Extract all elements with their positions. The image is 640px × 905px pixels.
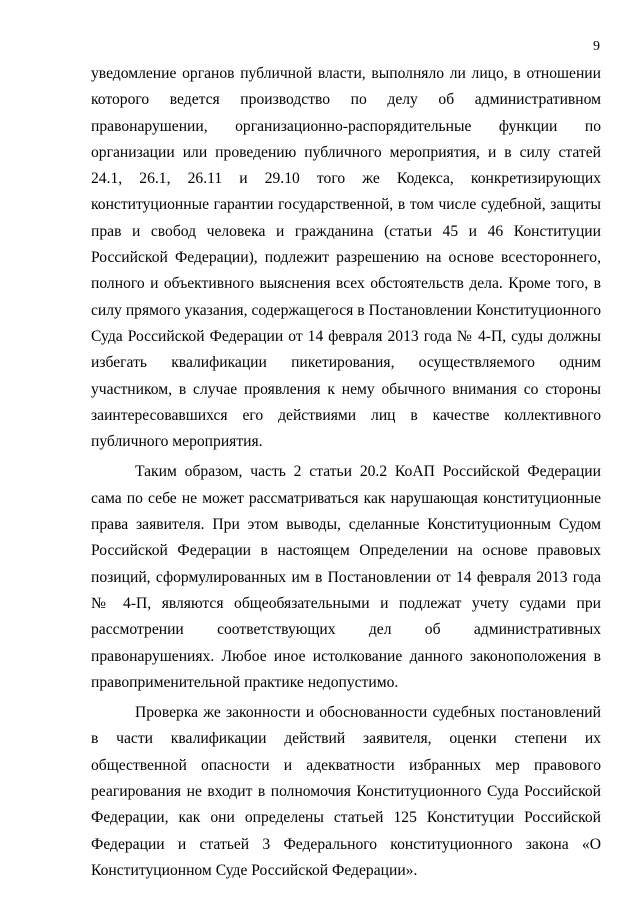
paragraph-continuation: уведомление органов публичной власти, выполняло ли лицо, в отношении которого ведется производство по делу об административном правонарушении, организационно-распорядительные функции по организации или проведению публичного мероприятия, и в силу статей 24.1, 26.1, 26.11 и 29.10 того же Кодекса, конкретизирующих конституционные гарантии государственной, в том числе судебной, защиты прав и свобод человека и гражданина (статьи 45 и 46 Конституции Российской Федерации), подлежит разрешению на основе всестороннего, полного и объективного выяснения всех обстоятельств дела. Кроме того, в силу прямого указания, содержащегося в Постановлении Конституционного Суда Российской Федерации от 14 февраля 2013 года № 4-П, суды должны избегать квалификации пикетирования, осуществляемого одним участником, в случае проявления к нему обычного внимания со стороны заинтересовавшихся его действиями лиц в качестве коллективного публичного мероприятия.	[91, 65, 601, 451]
document-body	[91, 61, 601, 884]
paragraph-jurisdiction: Проверка же законности и обоснованности судебных постановлений в части квалификации действий заявителя, оценки степени их общественной опасности и адекватности избранных мер правового реагирования не входит в полномочия Конституционного Суда Российской Федерации, как они определены статьей 125 Конституции Российской Федерации и статьей 3 Федерального конституционного закона «О Конституционном Суде Российской Федерации».	[91, 704, 601, 879]
paragraph-conclusion: Таким образом, часть 2 статьи 20.2 КоАП Российской Федерации сама по себе не может рассматриваться как нарушающая конституционные права заявителя. При этом выводы, сделанные Конституционным Судом Российской Федерации в настоящем Определении на основе правовых позиций, сформулированных им в Постановлении от 14 февраля 2013 года № 4-П, являются общеобязательными и подлежат учету судами при рассмотрении соответствующих дел об административных правонарушениях. Любое иное истолкование данного законоположения в правоприменительной практике недопустимо.	[91, 463, 601, 691]
page-number: 9	[593, 39, 600, 54]
